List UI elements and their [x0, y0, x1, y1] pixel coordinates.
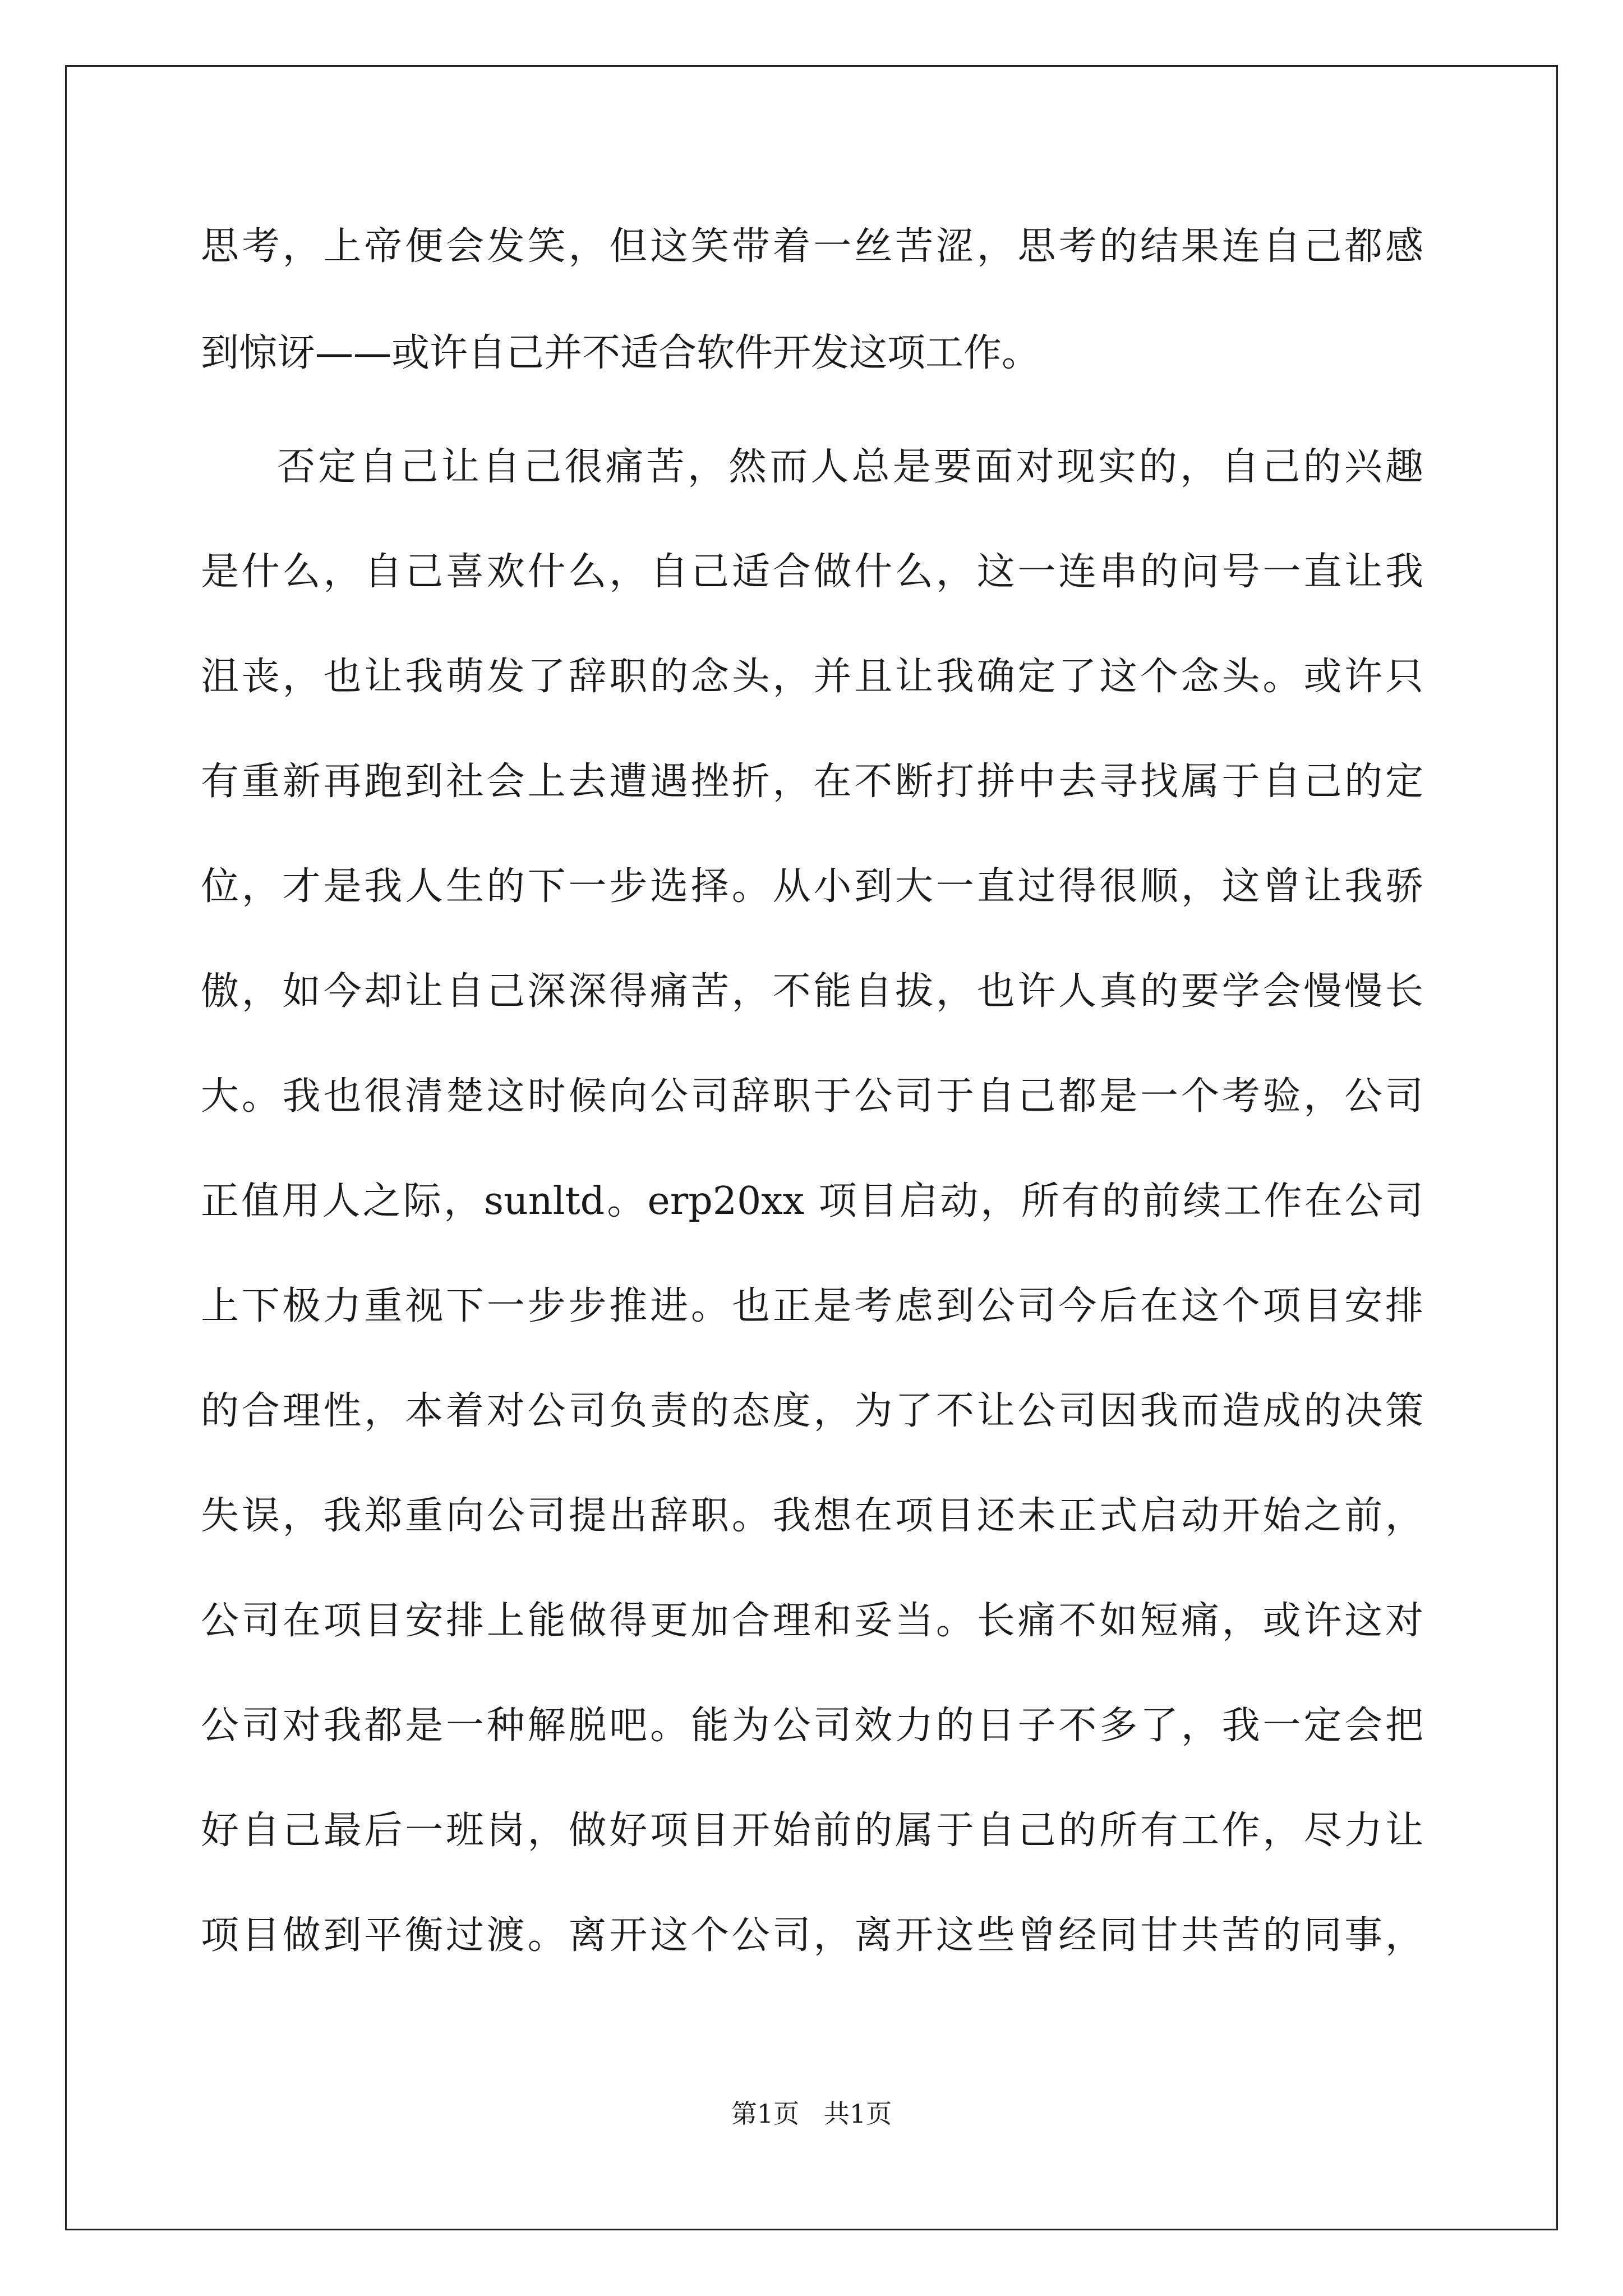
text-line: 项目做到平衡过渡。离开这个公司，离开这些曾经同甘共苦的同事，	[201, 1913, 1423, 1958]
text-line: 傲，如今却让自己深深得痛苦，不能自拔，也许人真的要学会慢慢长	[201, 969, 1423, 1014]
text-line: 大。我也很清楚这时候向公司辞职于公司于自己都是一个考验，公司	[201, 1074, 1423, 1119]
text-line: 失误，我郑重向公司提出辞职。我想在项目还未正式启动开始之前，	[201, 1494, 1423, 1538]
text-line: 的合理性，本着对公司负责的态度，为了不让公司因我而造成的决策	[201, 1389, 1423, 1433]
text-line: 思考，上帝便会发笑，但这笑带着一丝苦涩，思考的结果连自己都感	[201, 224, 1423, 269]
page-number-footer: 第1页 共1页	[731, 2099, 892, 2129]
text-line: 有重新再跑到社会上去遭遇挫折，在不断打拼中去寻找属于自己的定	[201, 760, 1423, 804]
text-line: 是什么，自己喜欢什么，自己适合做什么，这一连串的问号一直让我	[201, 550, 1423, 594]
text-line: 位，才是我人生的下一步选择。从小到大一直过得很顺，这曾让我骄	[201, 864, 1423, 909]
text-line: 好自己最后一班岗，做好项目开始前的属于自己的所有工作，尽力让	[201, 1809, 1423, 1853]
text-line: 公司在项目安排上能做得更加合理和妥当。长痛不如短痛，或许这对	[201, 1599, 1423, 1643]
text-line: 沮丧，也让我萌发了辞职的念头，并且让我确定了这个念头。或许只	[201, 655, 1423, 699]
text-line: 上下极力重视下一步步推进。也正是考虑到公司今后在这个项目安排	[201, 1284, 1423, 1328]
text-line: 正值用人之际，sunltd。erp20xx 项目启动，所有的前续工作在公司	[201, 1179, 1423, 1223]
text-line: 到惊讶——或许自己并不适合软件开发这项工作。	[201, 331, 1040, 375]
paragraph-first-line: 否定自己让自己很痛苦，然而人总是要面对现实的，自己的兴趣	[277, 445, 1423, 489]
text-line: 公司对我都是一种解脱吧。能为公司效力的日子不多了，我一定会把	[201, 1704, 1423, 1748]
